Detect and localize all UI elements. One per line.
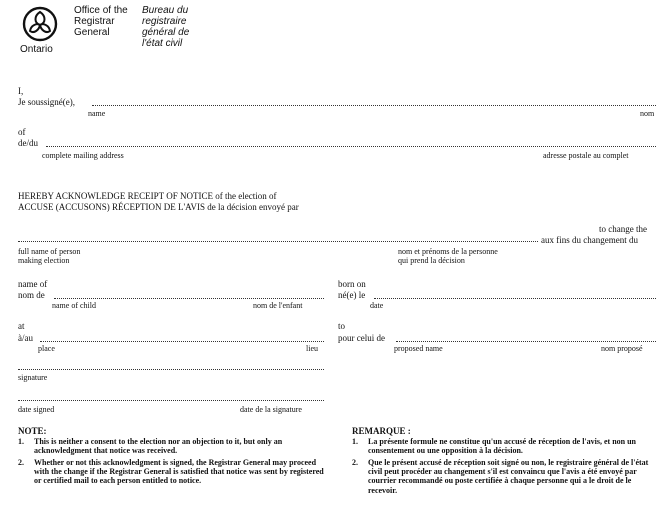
ontario-logo [18, 6, 62, 56]
acknowledge-en-caps: HEREBY ACKNOWLEDGE RECEIPT OF NOTICE [18, 191, 213, 201]
note-heading-fr: REMARQUE : [352, 426, 411, 436]
full-name-caption-en [18, 247, 80, 265]
nom-de-label: nom de [18, 290, 45, 300]
signature-field[interactable] [18, 369, 324, 370]
signature-caption: signature [18, 373, 48, 382]
place-caption-fr: lieu [306, 344, 318, 353]
office-name-en [74, 5, 128, 38]
full-name-fr-line: qui prend la décision [398, 256, 465, 265]
aux-fins-label: aux fins du changement du [541, 235, 638, 245]
full-name-caption-fr [398, 247, 498, 265]
note-item-fr [352, 437, 660, 455]
person-election-field[interactable] [18, 241, 538, 242]
note-heading-en: NOTE: [18, 426, 47, 436]
note-item-en [18, 458, 326, 486]
note-num: 2. [352, 458, 358, 467]
office-en-line: Office of the [74, 5, 128, 16]
note-text: Que le présent accusé de réception soit signé ou non, le registraire général de l'état civil peut procéder au changement s'il est convaincu que l'avis a été envoyé par courrier recommandé ou poste certifiée à chaque personne qui a le droit de le recevoir. [368, 458, 649, 495]
of-label: of [18, 127, 26, 137]
acknowledge-en [18, 191, 276, 201]
proposed-name-caption-en: proposed name [394, 344, 443, 353]
acknowledge-fr [18, 202, 299, 212]
acknowledge-fr-rest: de la décision envoyé par [204, 202, 299, 212]
date-signed-caption-en: date signed [18, 405, 55, 414]
pour-celui-label: pour celui de [338, 333, 385, 343]
full-name-fr-line: nom et prénoms de la personne [398, 247, 498, 256]
office-fr-line: Bureau du [142, 5, 189, 16]
note-text: Whether or not this acknowledgment is signed, the Registrar General may proceed with the change if the Registrar General is satisfied that notice was sent by registered or certified mail to each person entitled to notice. [34, 458, 324, 486]
to-label: to [338, 321, 346, 331]
acknowledge-en-rest: of the election of [213, 191, 277, 201]
note-text: This is neither a consent to the election nor an objection to it, but only an acknowledgment that notice was received. [34, 437, 283, 456]
child-name-field[interactable] [54, 298, 324, 299]
name-field[interactable] [92, 105, 656, 106]
date-signed-caption-fr: date de la signature [240, 405, 302, 414]
note-text: La présente formule ne constitue qu'un accusé de réception de l'avis, et non un consentement ou une opposition à la décision. [368, 437, 636, 456]
child-name-caption-en: name of child [52, 301, 96, 310]
note-num: 2. [18, 458, 24, 467]
place-field[interactable] [40, 341, 324, 342]
i-label: I, [18, 86, 24, 96]
je-label: Je soussigné(e), [18, 97, 75, 107]
date-signed-field[interactable] [18, 400, 324, 401]
child-name-caption-fr: nom de l'enfant [253, 301, 303, 310]
office-fr-line: l'état civil [142, 38, 183, 49]
a-au-label: à/au [18, 333, 33, 343]
address-field[interactable] [46, 146, 656, 147]
office-en-line: General [74, 27, 110, 38]
name-caption-en: name [88, 109, 106, 118]
office-fr-line: général de [142, 27, 190, 38]
place-caption-en: place [38, 344, 55, 353]
proposed-name-caption-fr: nom proposé [601, 344, 643, 353]
proposed-name-field[interactable] [396, 341, 656, 342]
name-of-label: name of [18, 279, 48, 289]
office-fr-line: registraire [142, 16, 187, 27]
ne-le-label: né(e) le [338, 290, 366, 300]
at-label: at [18, 321, 25, 331]
birth-date-field[interactable] [374, 298, 656, 299]
trillium-icon [22, 6, 58, 42]
office-name-fr [142, 5, 189, 49]
born-on-label: born on [338, 279, 366, 289]
address-caption-en: complete mailing address [42, 151, 124, 160]
full-name-en-line: making election [18, 256, 70, 265]
address-caption-fr: adresse postale au complet [543, 151, 629, 160]
full-name-en-line: full name of person [18, 247, 81, 256]
office-en-line: Registrar [74, 16, 115, 27]
acknowledge-fr-caps: ACCUSE (ACCUSONS) RÉCEPTION DE L'AVIS [18, 202, 205, 212]
note-item-fr [352, 458, 660, 495]
birth-date-caption: date [370, 301, 384, 310]
note-num: 1. [18, 437, 24, 446]
dedu-label: de/du [18, 138, 38, 148]
logo-wordmark: Ontario [20, 44, 53, 55]
to-change-label: to change the [599, 224, 647, 234]
name-caption-fr: nom [640, 109, 655, 118]
note-num: 1. [352, 437, 358, 446]
note-item-en [18, 437, 326, 455]
